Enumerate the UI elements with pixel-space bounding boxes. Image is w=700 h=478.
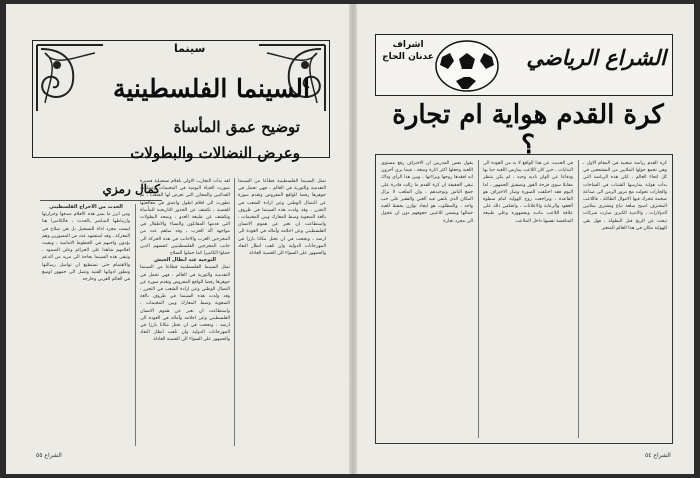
football-icon [434,39,500,93]
page-folio: الشراع ٥٤ [645,452,671,459]
right-column-2: في الحديث عن هذا الواقع لا بد من العودة الى البدايات ، حين كان اللاعب يمارس اللعبة حبا بها ودفاعا عن الوان ناديه وحيه ، لم يكن ينتظر مقابلا سوى فرحة الفوز وتصفيق الجمهور ، اما اليوم فقد اختلفت الصورة وصار الاحتراف هو القاعدة ، وتراجعت روح الهواية امام سطوة العقود والرعاية والاعلانات ، وانعكس ذلك على علاقة اللاعب بناديه وبجمهوره وعلى طبيعة المنافسة نفسها داخل الملاعب [483,161,573,224]
column-divider [578,160,579,438]
subhead-1: الحدث من الاخراج الفلسطيني [49,204,123,210]
right-column-1: كرة القدم رياضة شعبية في المقام الاول ، وهي تجمع حولها الملايين من المشجعين في كل انحاء العالم ، لكن هذه الرياضة التي بدأت هواية يمارسها الشباب في الساحات والحارات تحولت مع مرور الزمن الى صناعة ضخمة تتحرك فيها الاموال الطائلة ، فاللاعب المحترف اصبح سلعة تباع وتشترى بملايين الدولارات ، والاندية الكبرى صارت شركات تبحث عن الربح قبل البطولة ، فهل بقي للهواية مكان في هذا العالم المتغير [583,161,667,231]
article-title: السينما الفلسطينية [112,74,310,103]
gutter [349,4,357,474]
column-divider [478,160,479,438]
subhead-2: التوجيه عند ابطال الجيش [154,257,216,264]
left-column-3: الحدث من الاخراج الفلسطيني ومن ابرز ما يميز هذه الافلام صدقها وحرارتها وارتباطها المباشر بالحدث ، فالكاميرا هنا ليست مجرد اداة للتسجيل بل هي سلاح في المعركة ، وقد استشهد عدد من المصورين وهم يؤدون واجبهم في الخطوط الامامية ، وبقيت افلامهم شاهدا على الجرائم وعلى الصمود ، وتبقى هذه السينما بحاجة الى مزيد من الدعم والاهتمام حتى تستطيع ان تواصل رسالتها وتطور ادواتها الفنية وتصل الى جمهور اوسع في العالم العربي وخارجه [42,204,130,283]
author-signature: كمال رمزي [102,182,160,196]
left-column-2: لقد بدأت التجارب الاولى بافلام تسجيلية قصيرة صورت الحياة اليومية في المخيمات وعمليات الفدائيين والمجازر التي تعرض لها الشعب ، ثم تطورت الى افلام اطول واعمق في معالجتها للقضية ، تكشف عن الجذور التاريخية للمأساة وتكشف عن طبيعة العدو ، وتمجد البطولات التي قدمها المقاتلون والنساء والاطفال في مواجهة آلة الحرب ، وقد ساهم عدد من المخرجين العرب والاجانب في هذه الحركة الى جانب المخرجين الفلسطينيين انفسهم الذين حملوا الكاميرا كما حملوا السلاح التوجيه عند ابطال الجيش تمثل السينما الفلسطينية قطاعا من السينما التقدمية والثورية في العالم ، فهي تحمل في جوهرها رفضا للواقع المفروض وتقدم صورة عن النضال الوطني وعن ارادة الشعب في التحرر ، وقد ولدت هذه السينما في ظروف بالغة الصعوبة وسط المعارك وبين المخيمات ، واستطاعت ان تعبر عن هموم الانسان الفلسطيني وعن احلامه وآماله في العودة الى ارضه ، ونجحت في ان تحتل مكانا بارزا في المهرجانات الدولية وان تلفت انظار النقاد والجمهور على السواء الى القضية العادلة [140,179,230,343]
section-label: سينما [174,42,206,55]
column-divider [234,178,235,446]
page-folio: الشراع ٥٥ [36,452,62,459]
magazine-spread [6,4,694,474]
column-divider [135,204,136,446]
sports-banner [375,34,673,96]
article-title: كرة القدم هواية ام تجارة ؟ [392,100,664,160]
supervisor-name: عدنان الحاج [382,52,434,62]
supervisor-credit [380,39,436,63]
article-subtitle-2: وعرض النضالات والبطولات [130,144,300,162]
section-title: الشراع الرياضي [526,45,666,70]
supervisor-label: اشراف [392,40,424,50]
left-column-1: تمثل السينما الفلسطينية قطاعا من السينما التقدمية والثورية في العالم ، فهي تحمل في جوهرها رفضا للواقع المفروض وتقدم صورة عن النضال الوطني وعن ارادة الشعب في التحرر ، وقد ولدت هذه السينما في ظروف بالغة الصعوبة وسط المعارك وبين المخيمات ، واستطاعت ان تعبر عن هموم الانسان الفلسطيني وعن احلامه وآماله في العودة الى ارضه ، ونجحت في ان تحتل مكانا بارزا في المهرجانات الدولية وان تلفت انظار النقاد والجمهور على السواء الى القضية العادلة [238,179,326,257]
left-page [6,4,349,474]
right-column-3: يقول بعض المدربين ان الاحتراف رفع مستوى اللعبة وجعلها اكثر اثارة ومتعة ، فيما يرى آخرون انه افقدها روحها وبراءتها ، وبين هذا الرأي وذاك تبقى الحقيقة ان كرة القدم ما زالت قادرة على جمع الناس وتوحيدهم ، وان الملعب لا يزال المكان الذي يلتقي فيه الغني والفقير على حب واحد ، والمطلوب هو ايجاد توازن يحفظ للعبة جمالها ويضمن للاعبين حقوقهم دون ان تتحول الى مجرد تجارة [381,161,473,224]
article-subtitle-1: توضيح عمق المأساة [173,118,300,136]
ornament-corner-left-icon [35,43,105,113]
right-page [357,4,694,474]
